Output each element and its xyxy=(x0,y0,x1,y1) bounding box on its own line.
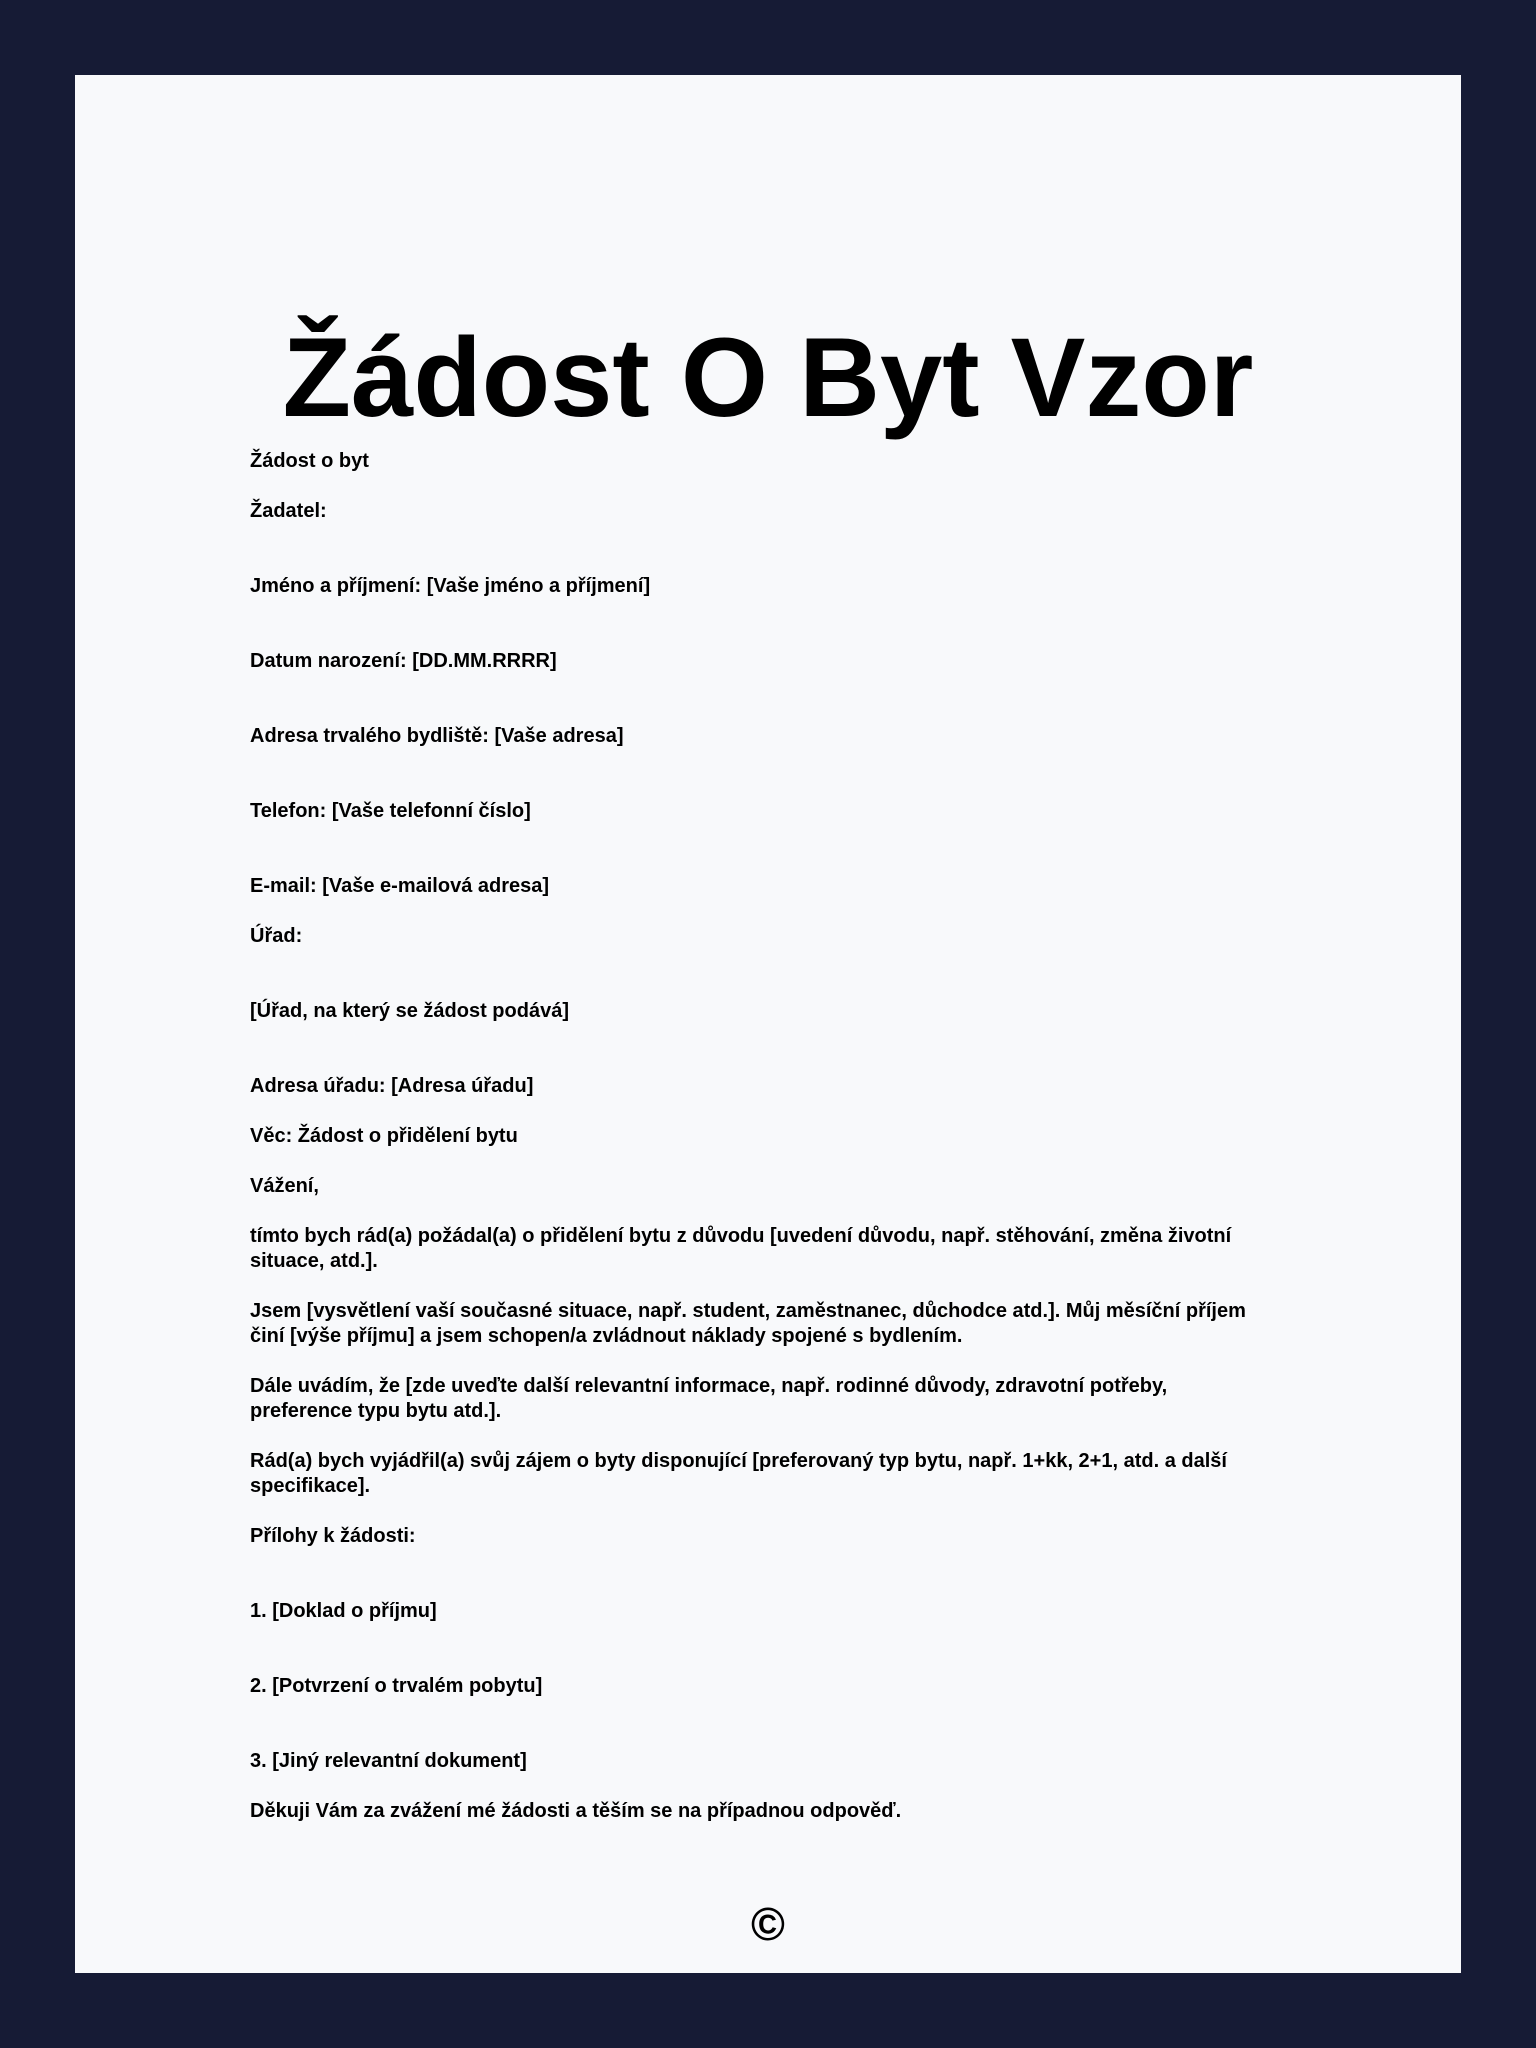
applicant-label: Žadatel: xyxy=(250,500,327,522)
phone-line: Telefon: [Vaše telefonní číslo] xyxy=(250,800,531,822)
name-line: Jméno a příjmení: [Vaše jméno a příjmení] xyxy=(250,575,651,597)
attachment-item: 1. [Doklad o příjmu] xyxy=(250,1600,437,1622)
paragraph-request: tímto bych rád(a) požádal(a) o přidělení bytu z důvodu [uvedení důvodu, např. stěhování, změna životní situace, atd.]. xyxy=(250,1225,1232,1272)
office-name-line: [Úřad, na který se žádost podává] xyxy=(250,1000,569,1022)
paragraph-preference: Rád(a) bych vyjádřil(a) svůj zájem o byty disponující [preferovaný typ bytu, např. 1+kk, 2+1, atd. a další specifikace]. xyxy=(250,1450,1227,1497)
birthdate-line: Datum narození: [DD.MM.RRRR] xyxy=(250,650,557,672)
document-page xyxy=(75,75,1461,1973)
closing-line: Děkuji Vám za zvážení mé žádosti a těším se na případnou odpověď. xyxy=(250,1800,902,1822)
copyright-icon: © xyxy=(751,1898,785,1950)
page-title: Žádost O Byt Vzor xyxy=(282,315,1254,440)
doc-heading: Žádost o byt xyxy=(250,450,369,472)
paragraph-additional: Dále uvádím, že [zde uveďte další relevantní informace, např. rodinné důvody, zdravotní potřeby, preference typu bytu atd.]. xyxy=(250,1375,1168,1422)
address-line: Adresa trvalého bydliště: [Vaše adresa] xyxy=(250,725,624,747)
attachments-label: Přílohy k žádosti: xyxy=(250,1525,416,1547)
office-address-line: Adresa úřadu: [Adresa úřadu] xyxy=(250,1075,534,1097)
email-line: E-mail: [Vaše e-mailová adresa] xyxy=(250,875,550,897)
paragraph-situation: Jsem [vysvětlení vaší současné situace, např. student, zaměstnanec, důchodce atd.]. Můj měsíční příjem činí [výše příjmu] a jsem schopen/a zvládnout náklady spojené s bydlením. xyxy=(250,1300,1246,1347)
salutation: Vážení, xyxy=(250,1175,319,1197)
subject-line: Věc: Žádost o přidělení bytu xyxy=(250,1125,518,1147)
attachment-item: 2. [Potvrzení o trvalém pobytu] xyxy=(250,1675,543,1697)
attachment-item: 3. [Jiný relevantní dokument] xyxy=(250,1750,527,1772)
office-label: Úřad: xyxy=(250,925,303,947)
